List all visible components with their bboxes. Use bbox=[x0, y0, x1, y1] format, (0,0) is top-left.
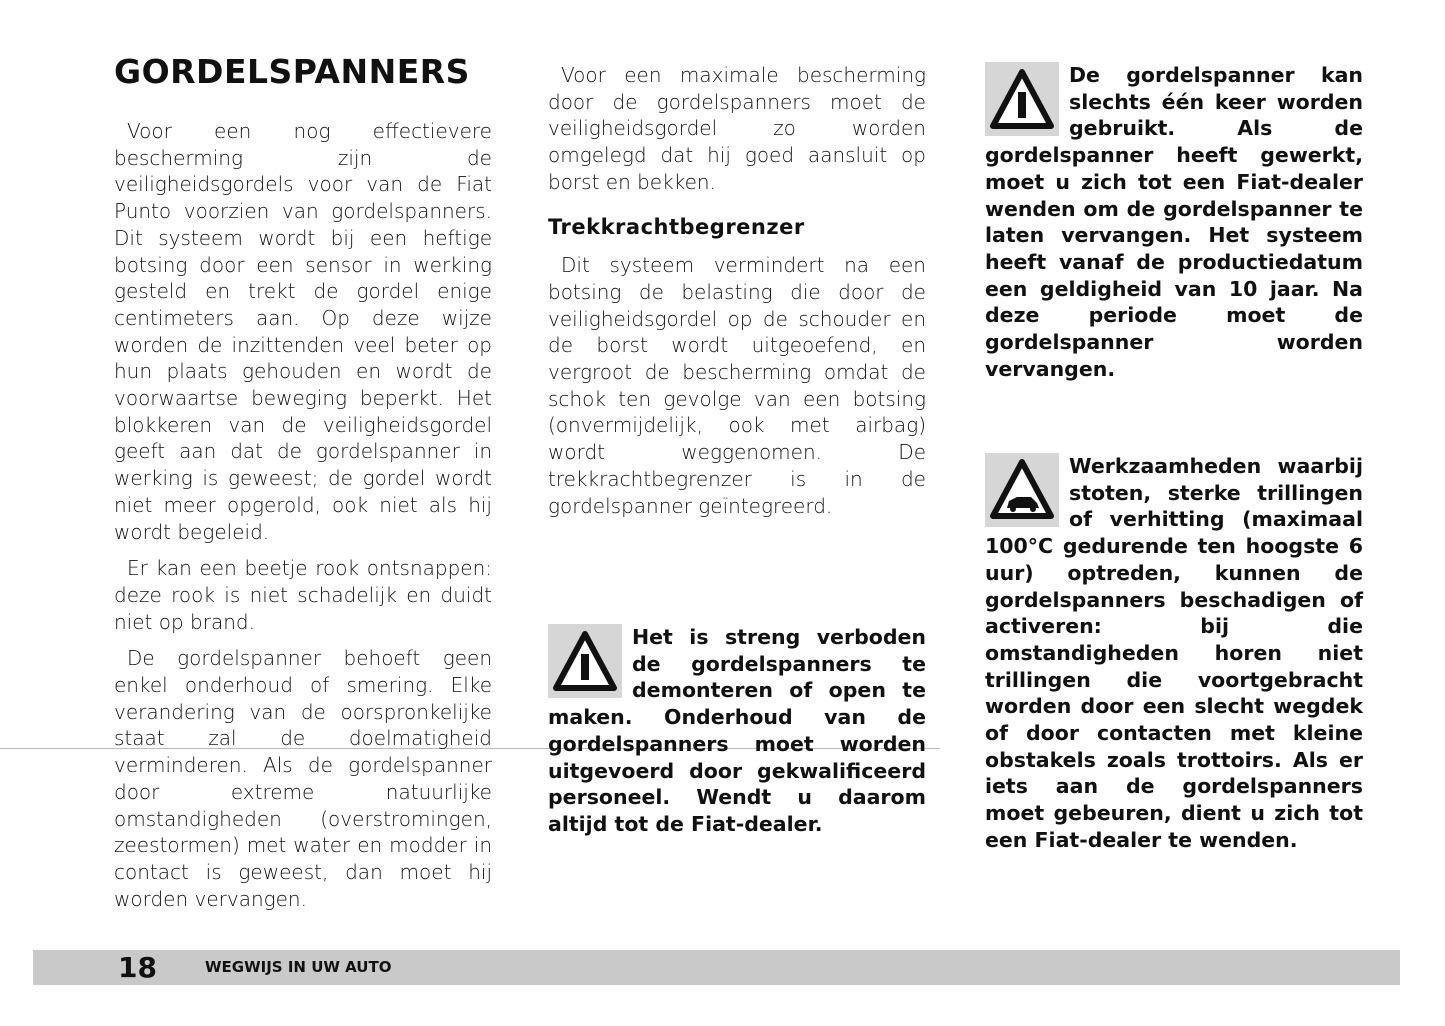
warning-box bbox=[548, 624, 926, 848]
warning-triangle-icon bbox=[985, 62, 1059, 136]
warning-text: Werkzaamheden waarbij stoten, sterke trillingen of verhitting (maximaal 100°C gedurende ten hoogste 6 uur) optreden, kunnen de gordelspanners beschadigen of activeren: bij die omstandigheden horen niet trillingen die voortgebracht worden door een slecht wegdek of door contacten met kleine obstakels zoals trottoirs. Als er iets aan de gordelspanners moet gebeuren, dient u zich tot een Fiat-dealer te wenden. bbox=[985, 454, 1363, 852]
column-2 bbox=[548, 62, 926, 529]
warning-box bbox=[985, 453, 1363, 864]
car-warning-icon bbox=[985, 453, 1059, 527]
paragraph: Voor een maximale bescherming door de gordelspanners moet de veiligheidsgordel zo worden omgelegd dat hij goed aansluit op borst en bekken. bbox=[548, 63, 926, 194]
page-title: GORDELSPANNERS bbox=[114, 52, 470, 91]
paragraph: De gordelspanner behoeft geen enkel onderhoud of smering. Elke verandering van de oorspronkelijke staat zal de doelmatigheid verminderen. Als de gordelspanner door extreme natuurlijke omstandigheden (overstromingen, zeestormen) met water en modder in contact is geweest, dan moet hij worden vervangen. bbox=[114, 646, 492, 911]
warning-text: Het is streng verboden de gordelspanners te demonteren of open te maken. Onderhoud van de gordelspanners moet worden uitgevoerd door gekwalificeerd personeel. Wendt u daarom altijd tot de Fiat-dealer. bbox=[548, 625, 926, 836]
paragraph: Voor een nog effectievere bescherming zijn de veiligheidsgordels voor van de Fiat Punto voorzien van gordelspanners. Dit systeem wordt bij een heftige botsing door een sensor in werking gesteld en trekt de gordel enige centimeters aan. Op deze wijze worden de inzittenden veel beter op hun plaats gehouden en wordt de voorwaartse beweging beperkt. Het blokkeren van de veiligheidsgordel geeft aan dat de gordelspanner in werking is geweest; de gordel wordt niet meer opgerold, ook niet als hij wordt begeleid. bbox=[114, 119, 492, 544]
page-number: 18 bbox=[118, 951, 157, 984]
warning-triangle-icon bbox=[548, 624, 622, 698]
paragraph: Dit systeem vermindert na een botsing de belasting die door de veiligheidsgordel op de schouder en de borst wordt uitgeoefend, en vergroot de bescherming omdat de schok ten gevolge van een botsing (onvermijdelijk, ook met airbag) wordt weggenomen. De trekkrachtbegrenzer is in de gordelspanner geïntegreerd. bbox=[548, 253, 926, 518]
warning-text: De gordelspanner kan slechts één keer worden gebruikt. Als de gordelspanner heeft gewerkt, moet u zich tot een Fiat-dealer wenden om de gordelspanner te laten vervangen. Het systeem heeft vanaf de productiedatum een geldigheid van 10 jaar. Na deze periode moet de gordelspanner worden vervangen. bbox=[985, 63, 1363, 381]
subheading: Trekkrachtbegrenzer bbox=[548, 214, 805, 239]
section-title: WEGWIJS IN UW AUTO bbox=[205, 958, 392, 976]
paragraph: Er kan een beetje rook ontsnappen: deze rook is niet schadelijk en duidt niet op brand. bbox=[114, 556, 492, 634]
warning-box bbox=[985, 62, 1363, 392]
column-1 bbox=[114, 118, 492, 922]
footer-bar bbox=[33, 950, 1400, 985]
